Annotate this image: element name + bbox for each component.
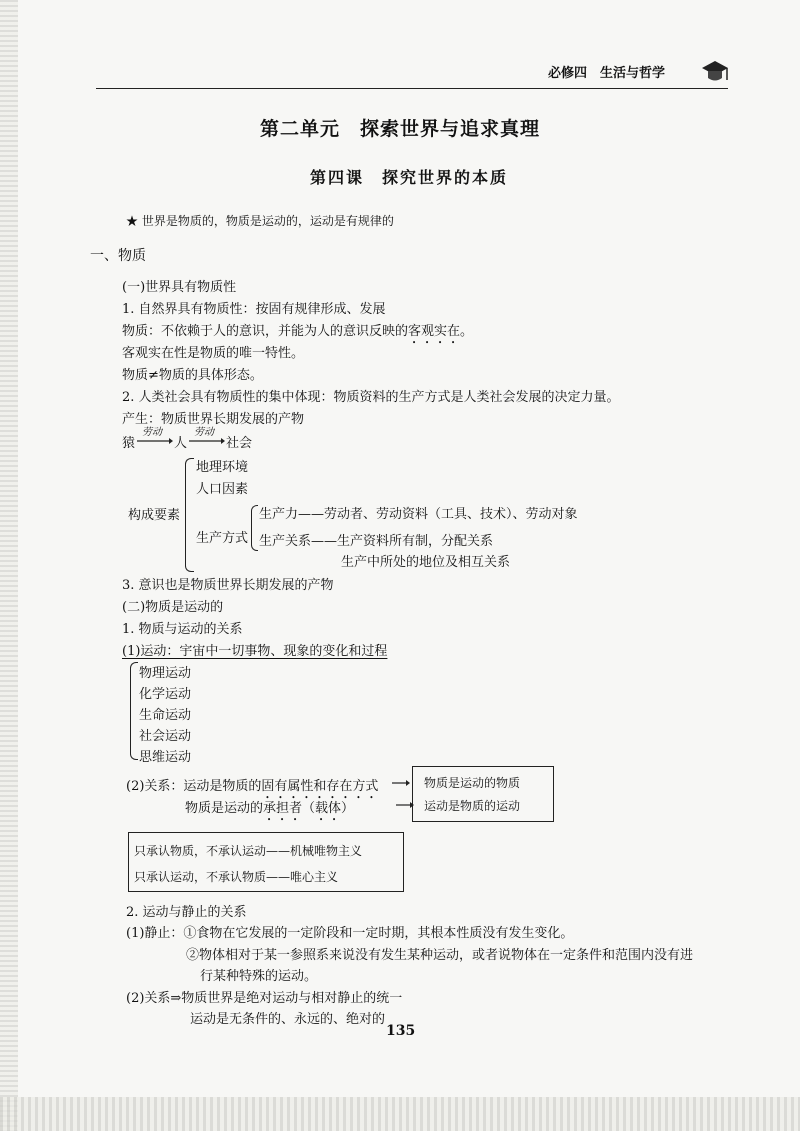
motion-types-brace	[130, 662, 138, 760]
paragraph-objective-reality: 客观实在性是物质的唯一特性。	[122, 346, 305, 361]
error-view-mechanical: 只承认物质，不承认运动——机械唯物主义	[134, 844, 363, 858]
subsection-heading-2: (二)物质是运动的	[122, 600, 224, 615]
paragraph-matter-motion: 1. 物质与运动的关系	[122, 622, 243, 637]
paragraph-society: 2. 人类社会具有物质性的集中体现：物质资料的生产方式是人类社会发展的决定力量。	[122, 390, 620, 405]
relation-box-line-1: 物质是运动的物质	[424, 776, 521, 790]
scan-edge-bottom	[0, 1097, 800, 1131]
relation-emphasis-2: 承担者（载体）	[263, 801, 355, 816]
arrow-icon	[392, 778, 410, 788]
lesson-title: 第四课 探究世界的本质	[310, 168, 509, 187]
production-mode-label: 生产方式	[196, 531, 249, 546]
key-point: ★ 世界是物质的，物质是运动的，运动是有规律的	[126, 214, 394, 228]
composition-item-population: 人口因素	[196, 482, 249, 497]
motion-type-social: 社会运动	[139, 729, 192, 744]
evolution-human: 人	[174, 436, 188, 451]
running-header: 必修四 生活与哲学	[548, 66, 666, 81]
unit-title: 第二单元 探索世界与追求真理	[259, 118, 540, 140]
motion-type-chemical: 化学运动	[139, 687, 192, 702]
evolution-label-1: 劳动	[142, 427, 162, 438]
paragraph-relation-unity: (2)关系⇒物质世界是绝对运动与相对静止的统一	[126, 991, 403, 1006]
evolution-label-2: 劳动	[194, 427, 214, 438]
subsection-heading-1: (一)世界具有物质性	[122, 280, 237, 295]
arrow-icon	[189, 436, 225, 446]
error-view-idealism: 只承认运动，不承认物质——唯心主义	[134, 870, 339, 884]
paragraph-origin: 产生：物质世界长期发展的产物	[122, 412, 305, 427]
motion-type-physical: 物理运动	[139, 666, 192, 681]
paragraph-nature: 1. 自然界具有物质性：按固有规律形成、发展	[122, 302, 386, 317]
paragraph-rest-2: ②物体相对于某一参照系来说没有发生某种运动，或者说物体在一定条件和范围内没有进	[186, 948, 694, 963]
paragraph-rest-1: (1)静止：①食物在它发展的一定阶段和一定时期，其根本性质没有发生变化。	[126, 926, 574, 941]
composition-brace	[185, 458, 194, 572]
evolution-society: 社会	[226, 436, 253, 451]
paragraph-motion-rest: 2. 运动与静止的关系	[126, 905, 247, 920]
definition-emphasis: 客观实在。	[408, 324, 474, 339]
paragraph-consciousness: 3. 意识也是物质世界长期发展的产物	[122, 578, 334, 593]
evolution-ape: 猿	[122, 436, 136, 451]
relation-emphasis-1: 固有属性和存在方式	[261, 779, 379, 794]
header-rule	[96, 88, 728, 89]
relation-text-2: 物质是运动的	[185, 801, 264, 816]
page-number: 135	[386, 1023, 416, 1039]
paragraph-motion-definition: (1)运动：宇宙中一切事物、现象的变化和过程	[122, 644, 388, 659]
production-mode-brace	[251, 505, 258, 551]
production-relations: 生产关系——生产资料所有制，分配关系	[259, 534, 494, 549]
section-heading-matter: 一、物质	[90, 248, 146, 264]
production-relations-2: 生产中所处的地位及相互关系	[341, 555, 511, 570]
paragraph-rest-3: 行某种特殊的运动。	[200, 969, 318, 984]
relation-text-1: (2)关系：运动是物质的	[126, 779, 262, 794]
motion-type-thinking: 思维运动	[139, 750, 192, 765]
definition-text: 物质：不依赖于人的意识，并能为人的意识反映的	[122, 324, 409, 339]
scan-edge-left	[0, 0, 18, 1131]
composition-item-geography: 地理环境	[196, 460, 249, 475]
mortarboard-icon	[700, 58, 730, 86]
relation-box-line-2: 运动是物质的运动	[424, 799, 521, 813]
relation-line-2	[185, 797, 354, 824]
arrow-icon	[137, 436, 173, 446]
composition-label: 构成要素	[128, 508, 181, 523]
productive-forces: 生产力——劳动者、劳动资料（工具、技术）、劳动对象	[259, 507, 578, 522]
motion-type-life: 生命运动	[139, 708, 192, 723]
paragraph-matter-forms: 物质≠物质的具体形态。	[122, 368, 263, 383]
paragraph-motion-absolute: 运动是无条件的、永远的、绝对的	[190, 1012, 386, 1027]
